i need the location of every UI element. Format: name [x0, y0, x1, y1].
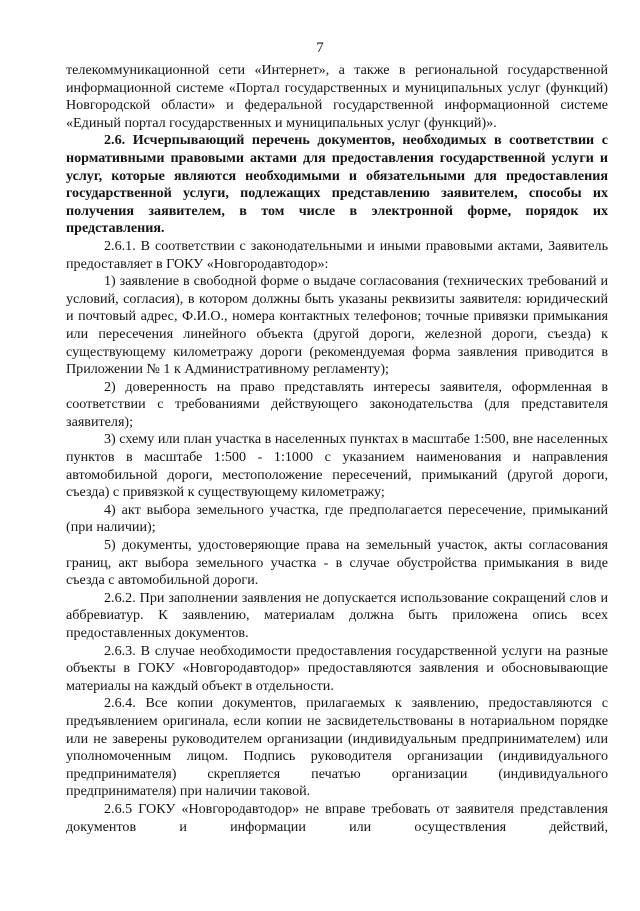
paragraph-2-6-1: 2.6.1. В соответствии с законодательными и иными правовыми актами, Заявитель предоставляет в ГОКУ «Новгородавтодор»: [66, 237, 608, 272]
paragraph-2-6-5: 2.6.5 ГОКУ «Новгородавтодор» не вправе требовать от заявителя представления документов и информации или осуществления действий, [66, 800, 608, 835]
section-heading-2-6: 2.6. Исчерпывающий перечень документов, необходимых в соответствии с нормативными правовыми актами для предоставления государственной услуги и услуг, которые являются необходимыми и обязательными для предоставления государственной услуги, подлежащих представлению заявителем, способы их получения заявителем, в том числе в электронной форме, порядок их представления. [66, 132, 608, 237]
list-item-3: 3) схему или план участка в населенных пунктах в масштабе 1:500, вне населенных пунктов в масштабе 1:500 - 1:1000 с указанием наименования и направления автомобильной дороги, местоположение пересечений, примыканий (другой дороги, съезда) с привязкой к существующему километражу; [66, 431, 608, 501]
list-item-4: 4) акт выбора земельного участка, где предполагается пересечение, примыканий (при наличии); [66, 501, 608, 536]
page-number: 7 [316, 40, 324, 56]
paragraph-2-6-2: 2.6.2. При заполнении заявления не допускается использование сокращений слов и аббревиатур. К заявлению, материалам должна быть приложена опись всех предоставленных документов. [66, 589, 608, 641]
paragraph-continuation: телекоммуникационной сети «Интернет», а также в региональной государственной информационной системе «Портал государственных и муниципальных услуг (функций) Новгородской области» и федеральной государственной информационной системе «Единый портал государственных и муниципальных услуг (функций)». [66, 62, 608, 131]
list-item-5: 5) документы, удостоверяющие права на земельный участок, акты согласования границ, акт выбора земельного участка - в случае обустройства примыкания в виде съезда с автомобильной дороги. [66, 537, 608, 589]
paragraph-2-6-4: 2.6.4. Все копии документов, прилагаемых к заявлению, предоставляются с предъявлением оригинала, если копии не засвидетельствованы в нотариальном порядке или не заверены руководителем организации (индивидуальным предпринимателем) или уполномоченным лицом. Подпись руководителя организации (индивидуального предпринимателя) скрепляется печатью организации (индивидуального предпринимателя) при наличии таковой. [66, 695, 608, 800]
paragraph-2-6-3: 2.6.3. В случае необходимости предоставления государственной услуги на разные объекты в ГОКУ «Новгородавтодор» предоставляются заявления и обосновывающие материалы на каждый объект в отдельности. [66, 642, 608, 694]
document-body [66, 62, 608, 836]
list-item-1: 1) заявление в свободной форме о выдаче согласования (технических требований и условий, согласия), в котором должны быть указаны реквизиты заявителя: юридический и почтовый адрес, Ф.И.О., номера контактных телефонов; точные привязки примыкания или пересечения линейного объекта (другой дороги, железной дороги, съезда) к существующему километражу дороги (рекомендуемая форма заявления приводится в Приложении № 1 к Административному регламенту); [66, 273, 608, 378]
list-item-2: 2) доверенность на право представлять интересы заявителя, оформленная в соответствии с требованиями действующего законодательства (для представителя заявителя); [66, 378, 608, 430]
